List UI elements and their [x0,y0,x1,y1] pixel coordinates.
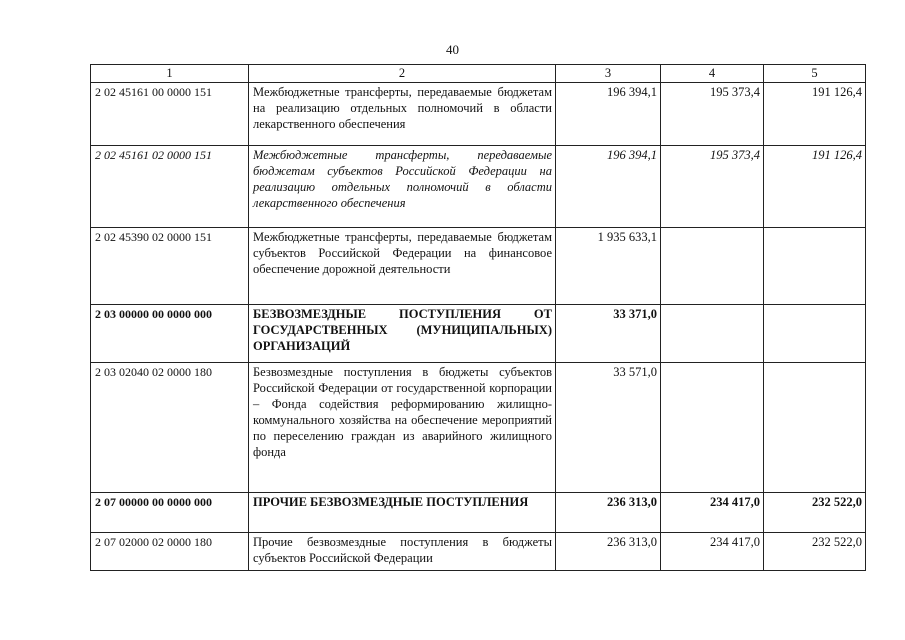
value-col-5: 191 126,4 [764,146,866,228]
value-col-3: 196 394,1 [556,83,661,146]
table-row [91,363,866,493]
income-name: БЕЗВОЗМЕЗДНЫЕ ПОСТУПЛЕНИЯ ОТ ГОСУДАРСТВЕННЫХ (МУНИЦИПАЛЬНЫХ) ОРГАНИЗАЦИЙ [249,305,556,363]
budget-code: 2 02 45161 00 0000 151 [91,83,249,146]
value-col-4: 234 417,0 [661,533,764,571]
value-col-3: 33 371,0 [556,305,661,363]
value-col-4 [661,363,764,493]
budget-code: 2 07 02000 02 0000 180 [91,533,249,571]
income-name: Прочие безвозмездные поступления в бюджеты субъектов Российской Федерации [249,533,556,571]
value-col-4: 234 417,0 [661,493,764,533]
income-name: Безвозмездные поступления в бюджеты субъектов Российской Федерации от государственной корпорации – Фонда содействия реформированию жилищно-коммунального хозяйства на обеспечение мероприятий по переселению граждан из аварийного жилищного фонда [249,363,556,493]
budget-table [90,64,866,571]
value-col-5: 232 522,0 [764,533,866,571]
budget-code: 2 03 00000 00 0000 000 [91,305,249,363]
value-col-3: 236 313,0 [556,533,661,571]
income-name: Межбюджетные трансферты, передаваемые бюджетам на реализацию отдельных полномочий в области лекарственного обеспечения [249,83,556,146]
income-name: Межбюджетные трансферты, передаваемые бюджетам субъектов Российской Федерации на реализацию отдельных полномочий в области лекарственного обеспечения [249,146,556,228]
value-col-4: 195 373,4 [661,146,764,228]
value-col-5 [764,363,866,493]
value-col-3: 236 313,0 [556,493,661,533]
header-row [91,65,866,83]
header-col-5: 5 [764,65,866,83]
income-name: Межбюджетные трансферты, передаваемые бюджетам субъектов Российской Федерации на финансовое обеспечение дорожной деятельности [249,228,556,305]
table-row [91,83,866,146]
value-col-5 [764,228,866,305]
value-col-3: 1 935 633,1 [556,228,661,305]
budget-code: 2 03 02040 02 0000 180 [91,363,249,493]
header-col-3: 3 [556,65,661,83]
table-row [91,533,866,571]
table-row [91,228,866,305]
income-name: ПРОЧИЕ БЕЗВОЗМЕЗДНЫЕ ПОСТУПЛЕНИЯ [249,493,556,533]
table-row [91,493,866,533]
value-col-5: 191 126,4 [764,83,866,146]
budget-code: 2 02 45161 02 0000 151 [91,146,249,228]
table-row [91,146,866,228]
header-col-2: 2 [249,65,556,83]
table-row [91,305,866,363]
page-number: 40 [446,42,459,57]
value-col-4 [661,305,764,363]
value-col-3: 33 571,0 [556,363,661,493]
value-col-4 [661,228,764,305]
value-col-5: 232 522,0 [764,493,866,533]
header-col-4: 4 [661,65,764,83]
budget-code: 2 02 45390 02 0000 151 [91,228,249,305]
budget-code: 2 07 00000 00 0000 000 [91,493,249,533]
header-col-1: 1 [91,65,249,83]
value-col-4: 195 373,4 [661,83,764,146]
value-col-5 [764,305,866,363]
value-col-3: 196 394,1 [556,146,661,228]
